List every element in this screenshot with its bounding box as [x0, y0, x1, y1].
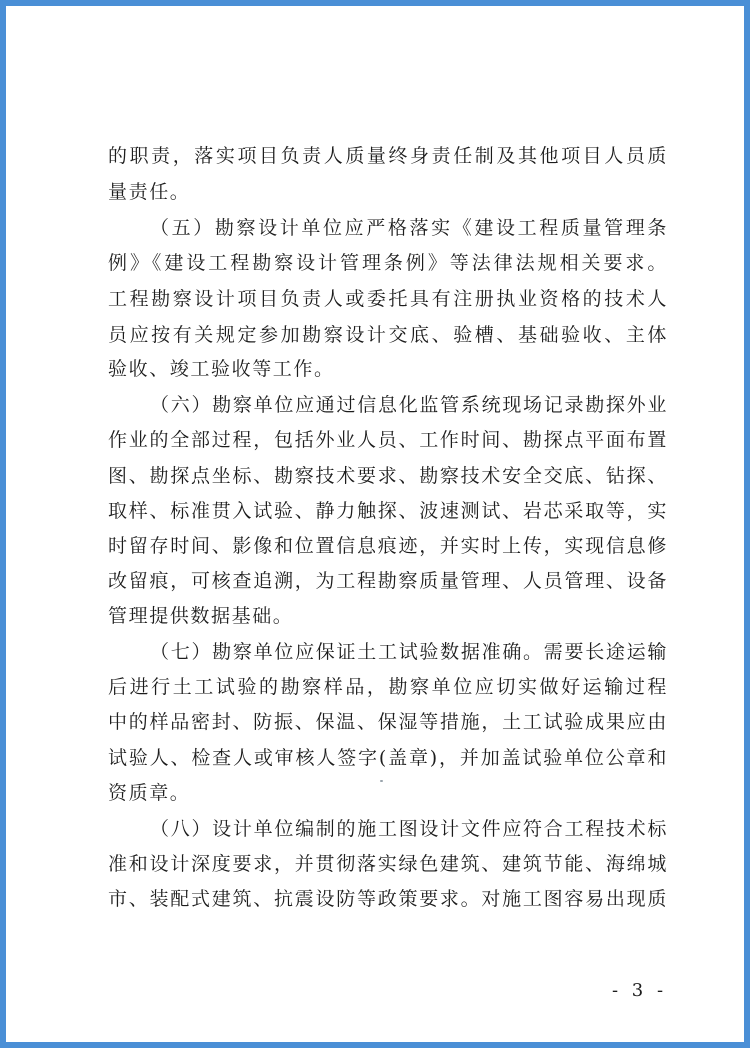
text-line: 验收、竣工验收等工作。 — [108, 358, 335, 380]
text-line: 取样、标准贯入试验、静力触探、波速测试、岩芯采取等，实 — [108, 500, 668, 522]
text-line: 员应按有关规定参加勘察设计交底、验槽、基础验收、主体 — [108, 324, 668, 346]
text-line: 作业的全部过程，包括外业人员、工作时间、勘探点平面布置 — [108, 429, 668, 451]
text-line: 图、勘探点坐标、勘察技术要求、勘察技术安全交底、钻探、 — [108, 465, 668, 487]
paragraph-8-line: （八）设计单位编制的施工图设计文件应符合工程技术标 — [150, 818, 668, 840]
text-line: 后进行土工试验的勘察样品，勘察单位应切实做好运输过程 — [108, 676, 668, 698]
text-line: 例》《建设工程勘察设计管理条例》等法律法规相关要求。 — [108, 252, 668, 274]
text-line: 管理提供数据基础。 — [108, 605, 294, 627]
text-line: 试验人、检查人或审核人签字(盖章)，并加盖试验单位公章和 — [108, 747, 668, 769]
page-number: - 3 - — [612, 980, 668, 1001]
scan-speck — [380, 780, 383, 782]
text-line: 工程勘察设计项目负责人或委托具有注册执业资格的技术人 — [108, 288, 668, 310]
paragraph-6-line: （六）勘察单位应通过信息化监管系统现场记录勘探外业 — [150, 394, 668, 416]
text-line: 量责任。 — [108, 181, 191, 203]
text-line: 的职责，落实项目负责人质量终身责任制及其他项目人员质 — [108, 145, 668, 167]
text-line: 市、装配式建筑、抗震设防等政策要求。对施工图容易出现质 — [108, 888, 668, 910]
text-line: 中的样品密封、防振、保温、保湿等措施，土工试验成果应由 — [108, 711, 668, 733]
paragraph-5-line: （五）勘察设计单位应严格落实《建设工程质量管理条 — [150, 217, 668, 239]
paragraph-7-line: （七）勘察单位应保证土工试验数据准确。需要长途运输 — [150, 641, 668, 663]
text-line: 改留痕，可核查追溯，为工程勘察质量管理、人员管理、设备 — [108, 570, 668, 592]
text-line: 准和设计深度要求，并贯彻落实绿色建筑、建筑节能、海绵城 — [108, 853, 668, 875]
text-line: 时留存时间、影像和位置信息痕迹，并实时上传，实现信息修 — [108, 535, 668, 557]
text-line: 资质章。 — [108, 782, 191, 804]
